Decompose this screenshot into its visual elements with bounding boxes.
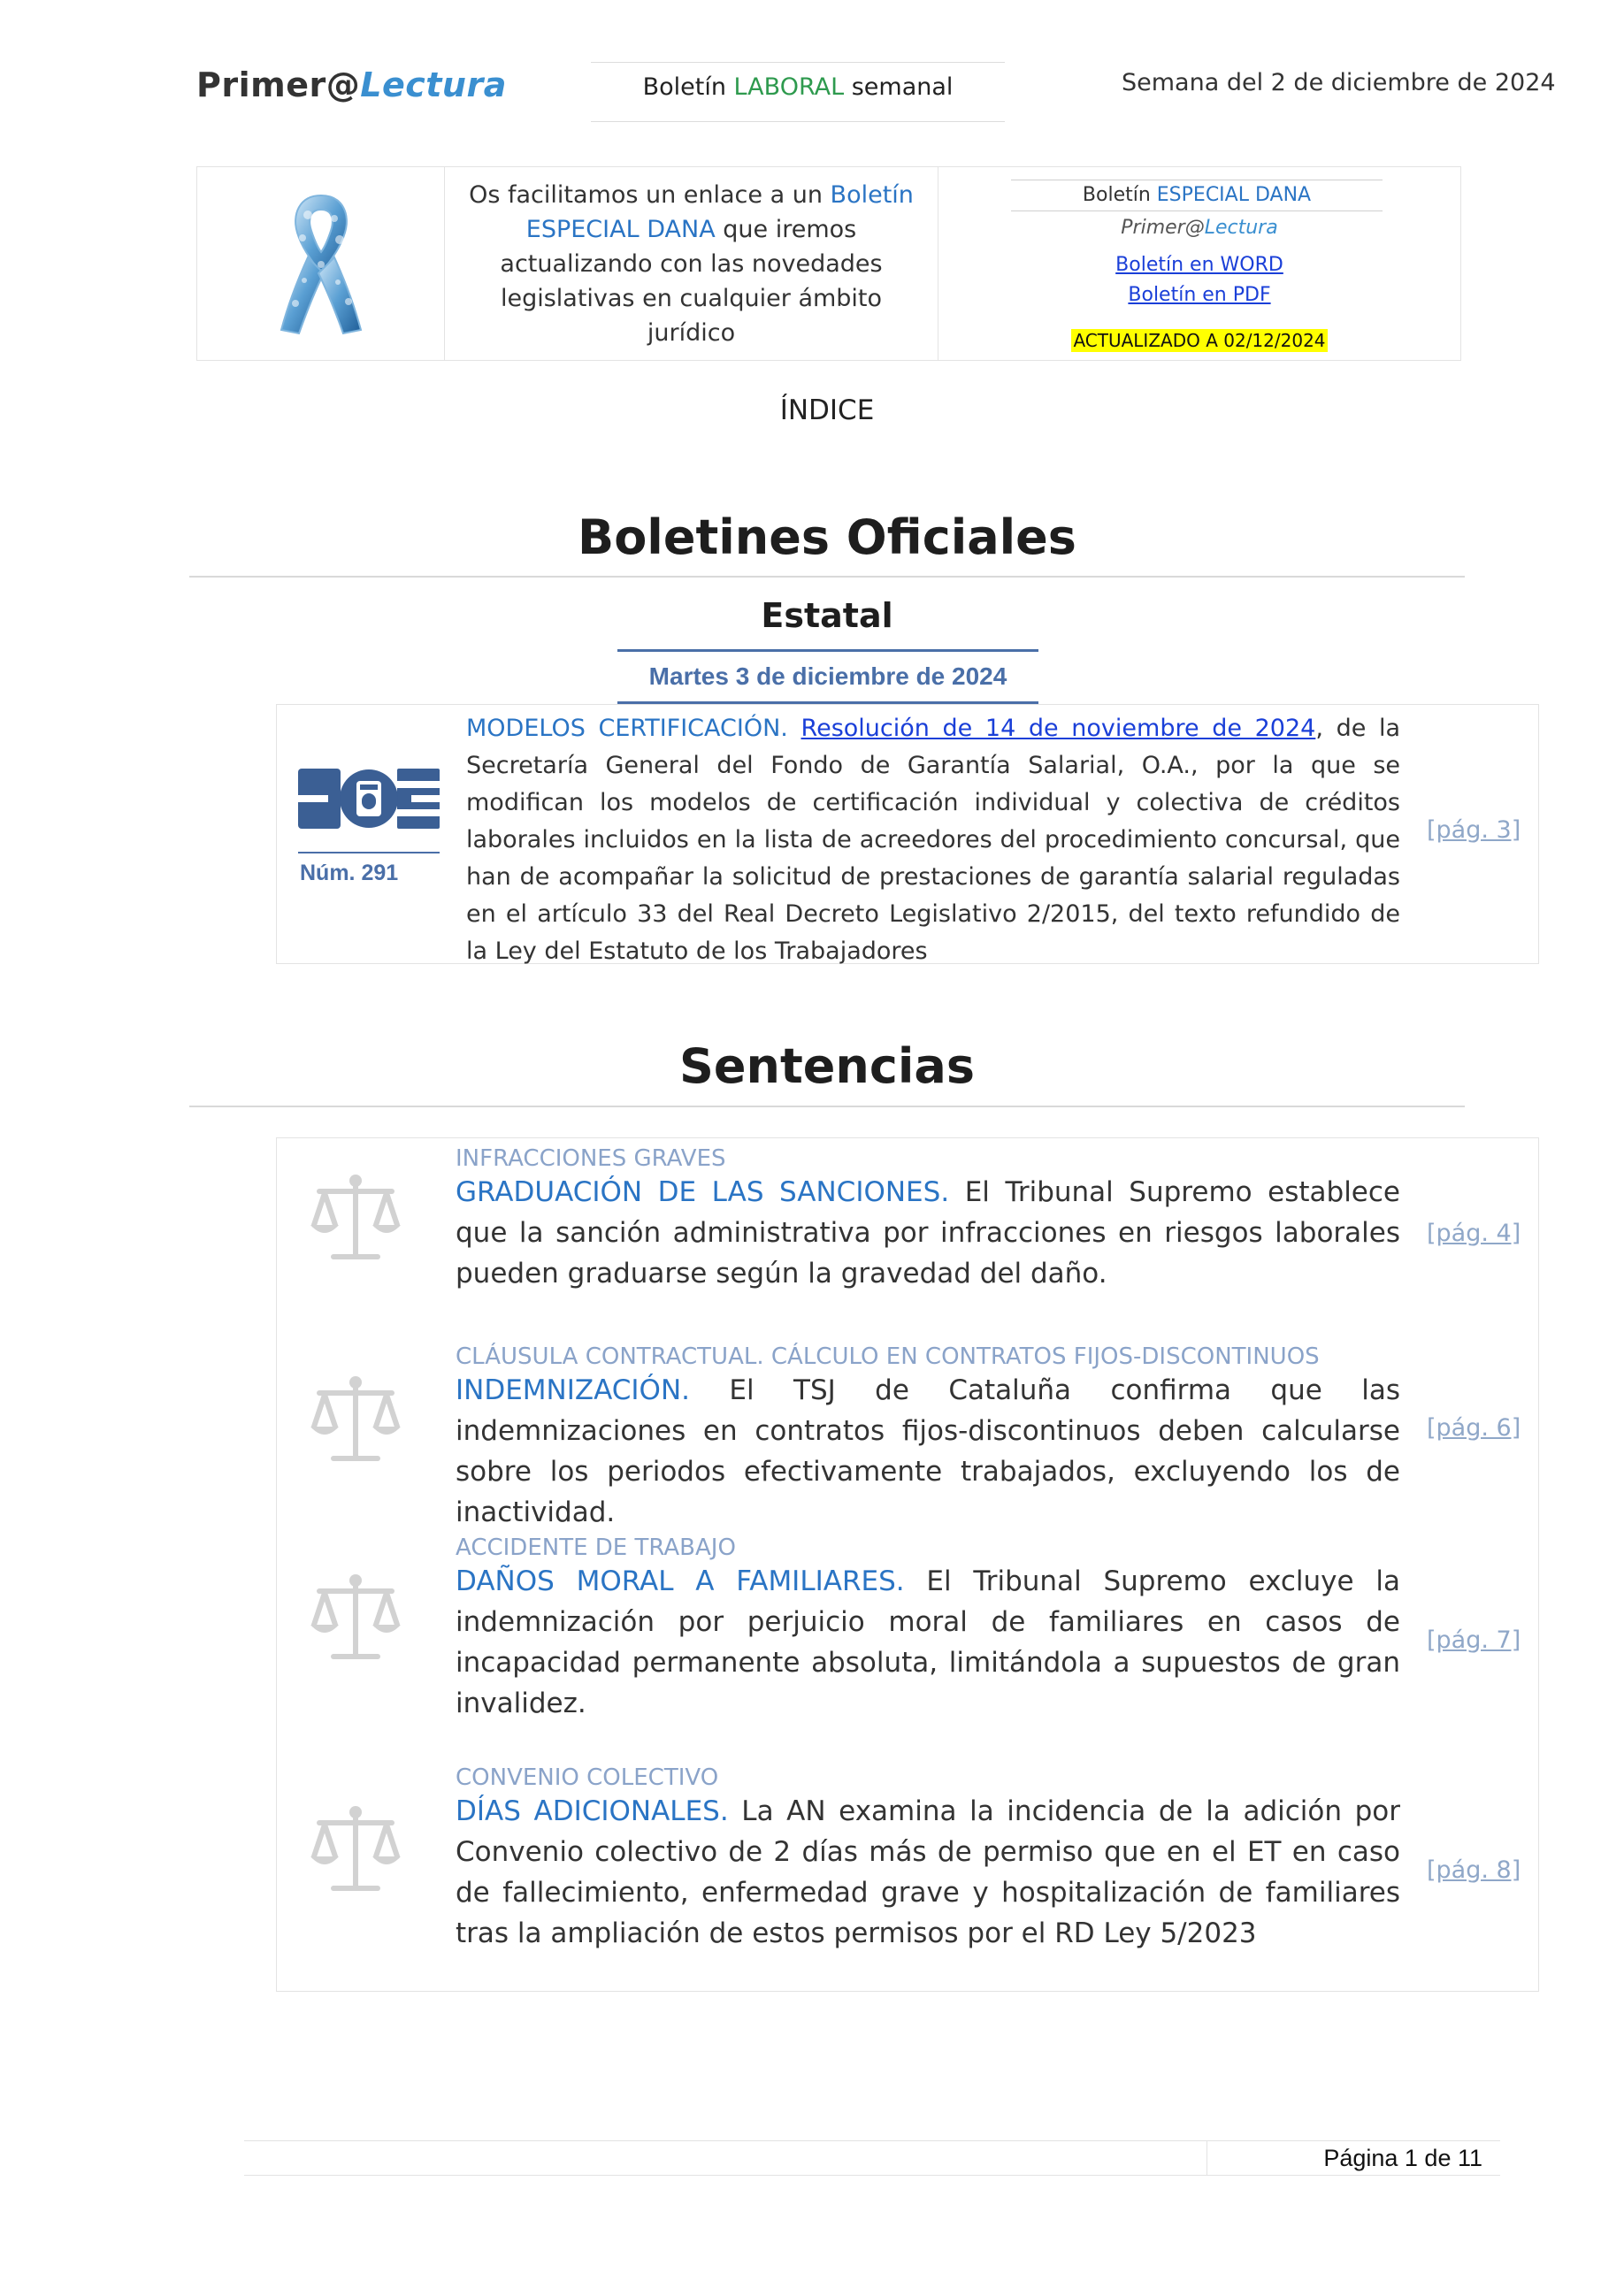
dana-word-link[interactable]: Boletín en WORD [1115,254,1283,276]
page-number: Página 1 de 11 [1323,2145,1482,2171]
boletines-title: Boletines Oficiales [578,509,1076,565]
dana-text-blue: Boletín ESPECIAL DANA [525,180,914,243]
sentencia-text: La AN examina la incidencia de la adición por Convenio colectivo de 2 días más de permiso que en el ET en caso de fallecimiento, enfermedad grave y hospitalización de familiares tras la ampliación de estos permisos por el RD Ley 5/2023 [456,1795,1400,1949]
header-week: Semana del 2 de diciembre de 2024 [1122,69,1556,96]
sentencia-text: El TSJ de Cataluña confirma que las indemnizaciones en contratos fijos-discontinuos deben calcularse sobre los periodos efectivamente trabajados, excluyendo los de inactividad. [456,1374,1400,1528]
dana-box-logo-accent: Lectura [1204,217,1278,239]
boletines-rule [189,576,1465,578]
sentencia-category: ACCIDENTE DE TRABAJO [456,1534,736,1561]
header-bulletin-prefix: Boletín [642,73,734,101]
dana-updated-badge [938,330,1460,351]
header-bulletin-accent: LABORAL [733,73,845,101]
sentencias-title: Sentencias [679,1038,975,1094]
sentencia-summary [456,1561,1400,1724]
sentencia-category: CONVENIO COLECTIVO [456,1764,719,1791]
boe-logo-icon [298,769,440,829]
boe-keyword: MODELOS CERTIFICACIÓN. [466,715,788,742]
dana-text-2: que iremos actualizando con las novedades legislativas en cualquier ámbito jurídico [500,215,883,347]
dana-box-logo-main: Primer@ [1121,217,1205,239]
dana-links-cell [938,167,1460,360]
scales-of-justice-icon [307,1570,404,1667]
dana-banner [196,166,1461,361]
awareness-ribbon-icon [272,188,370,339]
header-logo-main: Primer@ [196,65,361,104]
dana-updated-text: ACTUALIZADO A 02/12/2024 [1073,330,1326,351]
boe-page-link[interactable]: [pág. 3] [1427,816,1521,844]
sentencia-page-link[interactable]: [pág. 4] [1427,1220,1521,1247]
dana-pdf-link[interactable]: Boletín en PDF [1128,284,1271,306]
dana-box-title [1011,180,1383,211]
sentencia-page-link[interactable]: [pág. 6] [1427,1414,1521,1442]
sentencia-summary [456,1172,1400,1294]
sentencia-summary [456,1370,1400,1533]
boe-text: , de la Secretaría General del Fondo de Garantía Salarial, O.A., por la que se modifican los modelos de certificación individual y colectiva de créditos laborales incluidos en la lista de acreedores del procedimiento concursal, que han de acompañar la solicitud de prestaciones de garantía salarial reguladas en el artículo 33 del Real Decreto Legislativo 2/2015, del texto refundido de la Ley del Estatuto de los Trabajadores [466,715,1401,965]
sentencia-summary [456,1791,1400,1954]
scales-of-justice-icon [307,1802,404,1899]
boe-number: Núm. 291 [300,861,399,885]
sentencia-category: INFRACCIONES GRAVES [456,1145,726,1172]
sentencia-page-link[interactable]: [pág. 8] [1427,1856,1521,1884]
dana-ribbon-cell [197,167,445,360]
dana-box-logo [938,217,1460,239]
sentencias-rule [189,1106,1465,1107]
header-logo-accent: Lectura [360,65,507,104]
sentencia-text: El Tribunal Supremo excluye la indemnización por perjuicio moral de familiares en casos de incapacidad permanente absoluta, limitándola a supuestos de gran invalidez. [456,1565,1400,1719]
date-band: Martes 3 de diciembre de 2024 [617,649,1038,704]
boe-item [276,704,1539,964]
scales-of-justice-icon [307,1372,404,1469]
scales-of-justice-icon [307,1170,404,1267]
sentencia-keyword: GRADUACIÓN DE LAS SANCIONES. [456,1176,950,1208]
sentencia-keyword: DÍAS ADICIONALES. [456,1795,729,1827]
dana-description [445,167,938,360]
sentencias-list [276,1137,1539,1992]
sentencia-keyword: INDEMNIZACIÓN. [456,1374,690,1406]
index-title: ÍNDICE [779,394,875,426]
estatal-subtitle: Estatal [761,596,893,635]
header-bulletin-title [591,62,1005,122]
header-bulletin-suffix: semanal [844,73,954,101]
sentencia-keyword: DAÑOS MORAL A FAMILIARES. [456,1565,905,1597]
boe-summary [466,710,1400,970]
dana-box-title-prefix: Boletín [1082,184,1157,206]
boe-resolution-link[interactable]: Resolución de 14 de noviembre de 2024 [801,715,1316,742]
page-footer [244,2140,1500,2176]
sentencia-text: El Tribunal Supremo establece que la sanción administrativa por infracciones en riesgos laborales pueden graduarse según la gravedad del daño. [456,1176,1400,1290]
boe-divider [298,852,440,853]
dana-text-1: Os facilitamos un enlace a un [469,180,831,209]
sentencia-category: CLÁUSULA CONTRACTUAL. CÁLCULO EN CONTRATOS FIJOS-DISCONTINUOS [456,1343,1320,1370]
dana-box-title-blue: ESPECIAL DANA [1156,184,1312,206]
header-logo [196,65,507,104]
sentencia-page-link[interactable]: [pág. 7] [1427,1626,1521,1654]
